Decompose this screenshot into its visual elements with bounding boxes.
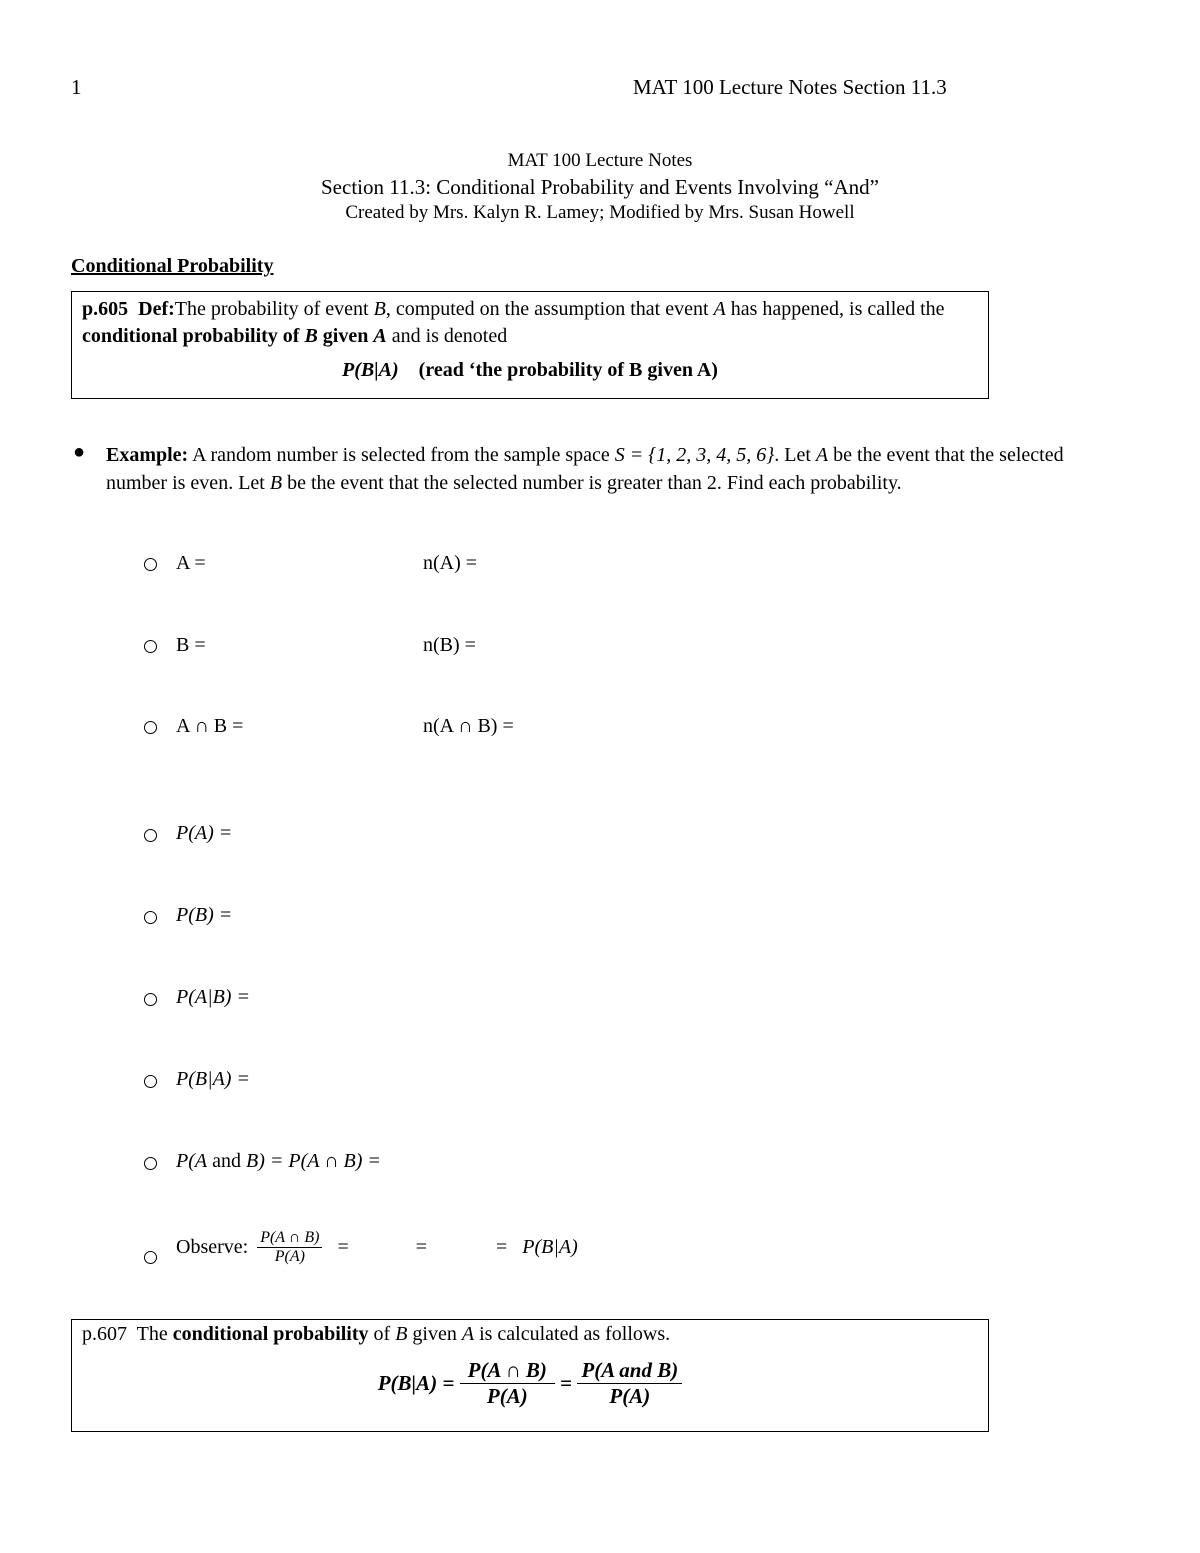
observe-eq-1: = [337,1236,349,1258]
example-text [106,441,1126,497]
definition-page-ref: p.605 [82,298,129,320]
list-circle-icon [144,640,157,653]
definition-term-a: A [373,325,387,347]
definition-term-given: given [317,325,374,347]
formula-text-3: given [407,1323,462,1345]
list-circle-icon [144,1157,157,1170]
definition-term-b: B [304,325,318,347]
credits-line: Created by Mrs. Kalyn R. Lamey; Modified by Mrs. Susan Howell [345,202,855,223]
item-b-set: B = [176,634,206,656]
list-circle-icon [144,721,157,734]
definition-notation: P(B|A) [342,359,399,381]
item-p-b: P(B) = [176,904,233,926]
formula-var-a: A [461,1323,475,1345]
item-p-a-given-b: P(A|B) = [176,986,250,1008]
formula-box [71,1319,989,1432]
formula-eq: = [560,1371,573,1395]
formula-text-1: The [136,1323,173,1345]
observe-numerator: P(A ∩ B) [257,1229,322,1248]
formula-den-1: P(A) [486,1384,528,1408]
p-and-lhs: P(A [176,1150,208,1172]
definition-label: Def: [138,298,175,320]
definition-notation-line [72,359,988,382]
formula-fraction-1 [460,1358,555,1409]
formula-text-2: of [368,1323,396,1345]
example-text-3: be the event that the selected number is even. Let [106,444,1064,494]
formula-var-b: B [395,1323,408,1345]
item-p-b-given-a: P(B|A) = [176,1068,250,1090]
example-var-b: B [269,472,283,494]
item-a-set: A = [176,552,206,574]
item-n-ab: n(A ∩ B) = [423,715,514,737]
definition-reading: (read ‘the probability of B given A) [418,359,718,381]
example-text-1: A random number is selected from the sample space [188,444,615,466]
formula-num-1: P(A ∩ B) [460,1358,555,1384]
definition-text-2: , computed on the assumption that event [385,298,714,320]
formula-equation [72,1358,988,1409]
observe-fraction [257,1229,322,1266]
page-number: 1 [71,75,82,99]
definition-text [82,296,962,350]
observe-label: Observe: [176,1236,249,1258]
running-title: MAT 100 Lecture Notes Section 11.3 [633,75,947,99]
formula-fraction-2 [577,1358,682,1409]
example-text-2: . Let [774,444,816,466]
definition-var-b: B [373,298,386,320]
definition-text-4: and is denoted [386,325,508,347]
item-observe [176,1229,578,1266]
list-circle-icon [144,1251,157,1264]
list-circle-icon [144,829,157,842]
formula-lhs: P(B|A) = [377,1371,455,1395]
sample-space: S = {1, 2, 3, 4, 5, 6} [614,444,775,466]
example-var-a: A [815,444,829,466]
bullet-icon: ● [73,441,86,463]
example-label: Example: [106,444,189,466]
observe-eq-2: = [415,1236,428,1258]
observe-result: P(B|A) [522,1236,578,1258]
observe-eq-3: = [496,1236,508,1258]
definition-term: conditional probability of [82,325,305,347]
list-circle-icon [144,993,157,1006]
list-circle-icon [144,911,157,924]
definition-text-1: The probability of event [174,298,374,320]
definition-box [71,291,989,399]
formula-num-2: P(A and B) [577,1358,682,1384]
p-and-rhs: B) = P(A ∩ B) = [245,1150,381,1172]
formula-page-ref: p.607 [82,1323,127,1345]
example-text-4: be the event that the selected number is greater than 2. Find each probability. [282,472,902,494]
item-n-a: n(A) = [423,552,478,574]
formula-den-2: P(A) [609,1384,651,1408]
p-and-word: and [207,1150,246,1172]
definition-var-a: A [713,298,726,320]
section-title: Section 11.3: Conditional Probability and Events Involving “And” [321,175,879,199]
formula-intro [82,1323,670,1346]
course-title: MAT 100 Lecture Notes [507,150,693,171]
list-circle-icon [144,558,157,571]
formula-term: conditional probability [172,1323,369,1345]
item-n-b: n(B) = [423,634,476,656]
item-p-a: P(A) = [176,822,233,844]
item-ab-set: A ∩ B = [176,715,244,737]
formula-text-4: is calculated as follows. [474,1323,671,1345]
list-circle-icon [144,1075,157,1088]
observe-denominator: P(A) [274,1248,305,1265]
definition-text-3: has happened, is called the [725,298,945,320]
section-heading: Conditional Probability [71,255,274,277]
item-p-and [176,1150,381,1173]
